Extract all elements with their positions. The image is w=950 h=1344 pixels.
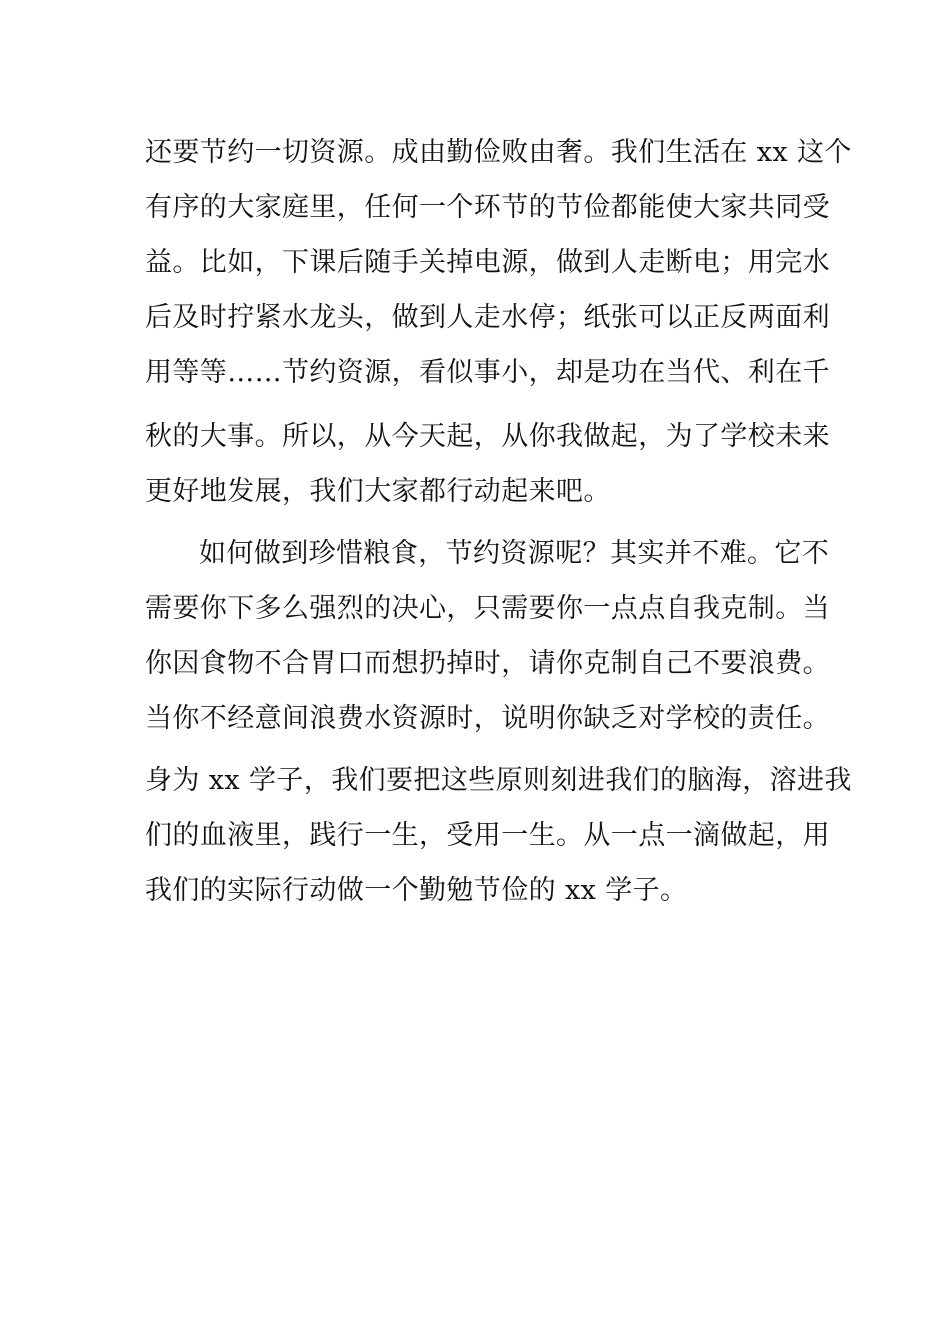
text-line: 需要你下多么强烈的决心，只需要你一点点自我克制。当 [145, 593, 830, 624]
text-line: 如何做到珍惜粮食，节约资源呢？其实并不难。它不 [199, 538, 830, 569]
text-line: 有序的大家庭里，任何一个环节的节俭都能使大家共同受 [145, 192, 830, 223]
text-line: 当你不经意间浪费水资源时，说明你缺乏对学校的责任。 [145, 703, 830, 734]
text-line: 益。比如，下课后随手关掉电源，做到人走断电；用完水 [145, 247, 830, 278]
text-line: 我们的实际行动做一个勤勉节俭的 xx 学子。 [145, 875, 688, 906]
text-line: 后及时拧紧水龙头，做到人走水停；纸张可以正反两面利 [145, 302, 830, 333]
text-line: 还要节约一切资源。成由勤俭败由奢。我们生活在 xx 这个 [145, 137, 852, 168]
text-line: 身为 xx 学子，我们要把这些原则刻进我们的脑海，溶进我 [145, 765, 852, 796]
text-line: 你因食物不合胃口而想扔掉时，请你克制自己不要浪费。 [145, 648, 830, 679]
text-line: 们的血液里，践行一生，受用一生。从一点一滴做起，用 [145, 820, 830, 851]
text-line: 秋的大事。所以，从今天起，从你我做起，为了学校未来 [145, 421, 830, 452]
text-line: 用等等……节约资源，看似事小，却是功在当代、利在千 [145, 357, 830, 388]
text-line: 更好地发展，我们大家都行动起来吧。 [145, 476, 611, 507]
